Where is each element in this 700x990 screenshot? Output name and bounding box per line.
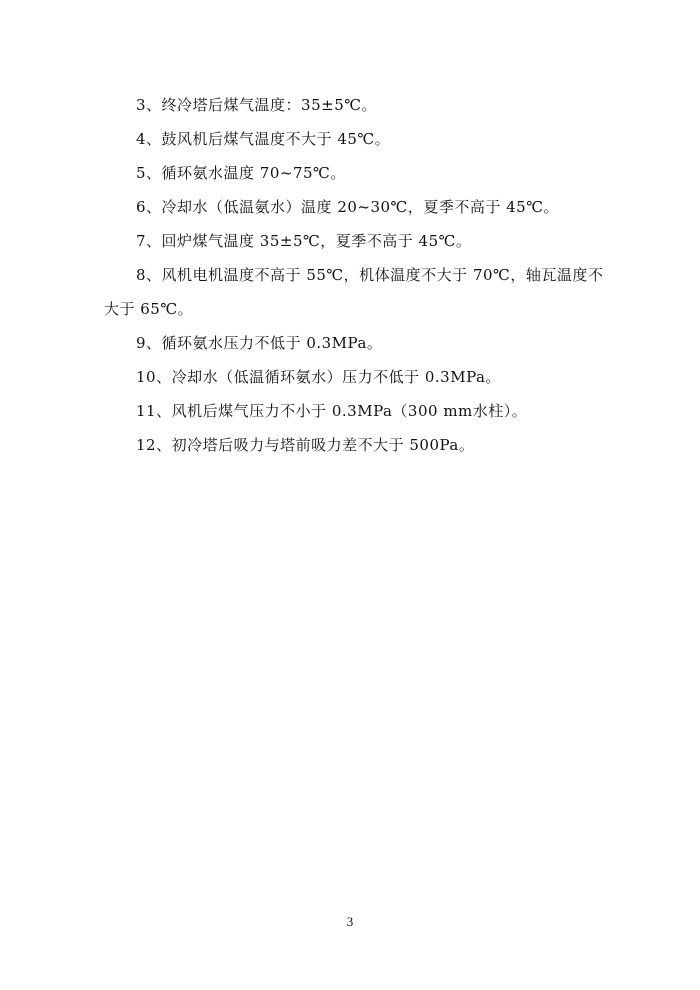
- spec-item-12: 12、初冷塔后吸力与塔前吸力差不大于 500Pa。: [136, 436, 475, 454]
- spec-item-7: 7、回炉煤气温度 35±5℃，夏季不高于 45℃。: [136, 232, 472, 250]
- document-body: [104, 88, 604, 462]
- spec-item-8: 8、风机电机温度不高于 55℃，机体温度不大于 70℃，轴瓦温度不大于 65℃。: [104, 266, 604, 318]
- spec-item-5: 5、循环氨水温度 70~75℃。: [136, 164, 346, 182]
- page-number: 3: [346, 914, 354, 929]
- spec-item-4: 4、鼓风机后煤气温度不大于 45℃。: [136, 130, 391, 148]
- spec-item-3: 3、终冷塔后煤气温度：35±5℃。: [136, 96, 378, 114]
- spec-item-11: 11、风机后煤气压力不小于 0.3MPa（300 mm水柱）。: [136, 402, 528, 420]
- spec-item-10: 10、冷却水（低温循环氨水）压力不低于 0.3MPa。: [136, 368, 501, 386]
- spec-item-9: 9、循环氨水压力不低于 0.3MPa。: [136, 334, 383, 352]
- spec-item-6: 6、冷却水（低温氨水）温度 20~30℃，夏季不高于 45℃。: [136, 198, 559, 216]
